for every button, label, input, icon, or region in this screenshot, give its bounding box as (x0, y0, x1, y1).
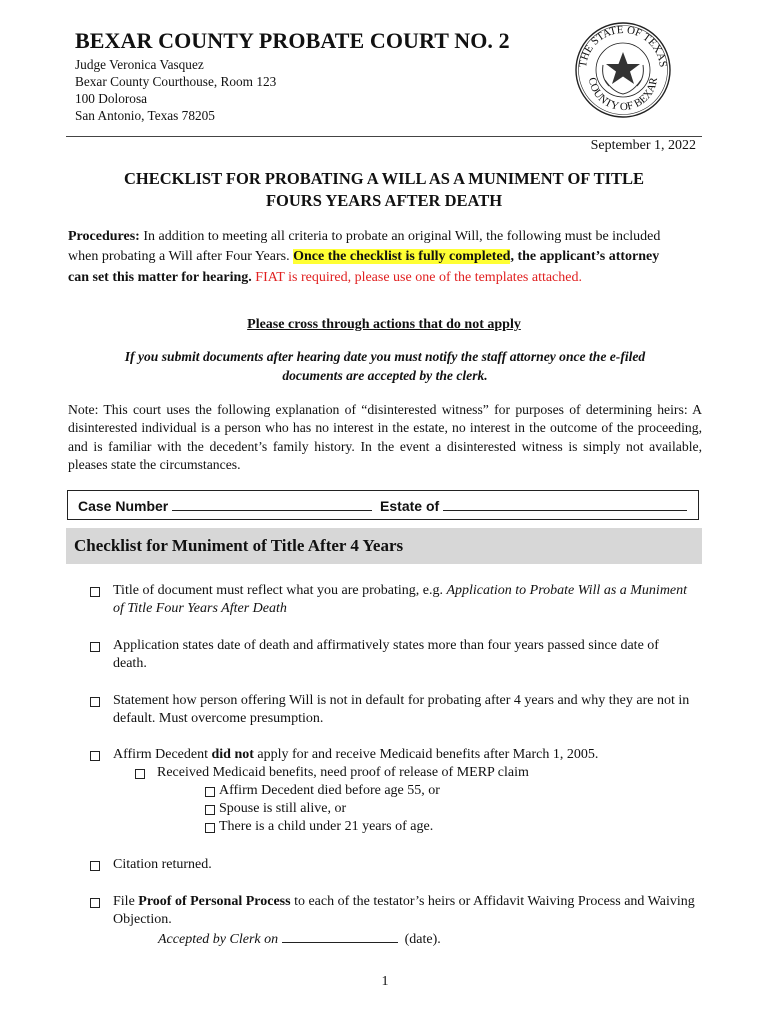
street-line: 100 Dolorosa (75, 91, 148, 106)
case-info-box (67, 490, 699, 520)
disinterested-witness-note: Note: This court uses the following explanation of “disinterested witness” for purposes of determining heirs: A disinterested individual is a person who has no interest in the estate, no interest in the outcome of the proceeding, and is familiar with the decedent’s family history. In the event a disinterested witness is simply not available, pleases state the circumstances. (68, 402, 702, 472)
checkbox-icon[interactable] (90, 697, 100, 707)
checkbox-icon[interactable] (205, 823, 215, 833)
item-title-example: Application to Probate Will as a Muniment of Title Four Years After Death (113, 583, 688, 616)
checkbox-icon[interactable] (90, 751, 100, 761)
checkbox-icon[interactable] (90, 861, 100, 871)
court-name: BEXAR COUNTY PROBATE COURT NO. 2 (75, 28, 510, 53)
item-medicaid-option-3: There is a child under 21 years of age. (219, 819, 434, 834)
judge-name: Judge Veronica Vasquez (75, 57, 204, 72)
item-medicaid-bold: did not (211, 747, 254, 762)
checkbox-icon[interactable] (90, 642, 100, 652)
checklist-heading: Checklist for Muniment of Title After 4 Years (66, 528, 702, 564)
item-medicaid-text-a: Affirm Decedent (113, 747, 212, 762)
page-number: 1 (381, 974, 389, 989)
courthouse-line: Bexar County Courthouse, Room 123 (75, 74, 277, 89)
procedures-text-1: In addition to meeting all criteria to probate an original Will, the following must be included when probating a Will after Four Years. (68, 229, 661, 265)
title-line-1: CHECKLIST FOR PROBATING A WILL AS A MUNIMENT OF TITLE (123, 169, 645, 188)
item-default-statement-text: Statement how person offering Will is not in default for probating after 4 years and why they are not in default. Must overcome presumption. (113, 693, 690, 726)
item-process-text-b: to each of the testator’s heirs or Affidavit Waiving Process and Waiving Objection. (113, 894, 695, 927)
checkbox-icon[interactable] (90, 587, 100, 597)
header-divider (66, 136, 702, 137)
case-number-field[interactable] (172, 497, 372, 511)
procedures-highlight: Once the checklist is fully completed (293, 249, 511, 265)
procedures-label: Procedures: (68, 229, 140, 244)
item-date-of-death-text: Application states date of death and affirmatively states more than four years passed since date of death. (113, 638, 659, 671)
accepted-by-clerk-label: Accepted by Clerk on (158, 932, 279, 947)
accepted-by-clerk-line (158, 931, 578, 949)
item-medicaid-option-1: Affirm Decedent died before age 55, or (219, 783, 440, 798)
item-title-text: Title of document must reflect what you are probating, e.g. (113, 583, 447, 598)
notify-instruction: If you submit documents after hearing date you must notify the staff attorney once the e-filed documents are accepted by the clerk. (124, 349, 646, 383)
procedures-fiat-notice: FIAT is required, please use one of the templates attached. (251, 269, 582, 285)
item-medicaid-sub: Received Medicaid benefits, need proof of release of MERP claim (157, 765, 529, 780)
item-medicaid-option-2: Spouse is still alive, or (219, 801, 347, 816)
checkbox-icon[interactable] (205, 805, 215, 815)
checkbox-icon[interactable] (205, 787, 215, 797)
estate-of-field[interactable] (443, 497, 687, 511)
procedures-paragraph (68, 227, 668, 288)
document-date: September 1, 2022 (590, 138, 696, 153)
item-medicaid-text-b: apply for and receive Medicaid benefits after March 1, 2005. (253, 747, 599, 762)
case-number-label: Case Number (78, 498, 169, 514)
item-process-bold: Proof of Personal Process (138, 894, 291, 909)
cross-through-instruction: Please cross through actions that do not apply (247, 317, 521, 332)
svg-text:COUNTY OF BEXAR (586, 76, 660, 113)
procedures-text-2: , the applicant’s attorney can set this matter for hearing. (68, 249, 660, 285)
title-line-2: FOURS YEARS AFTER DEATH (265, 191, 503, 210)
item-citation-text: Citation returned. (113, 857, 212, 872)
letterhead (75, 23, 701, 136)
county-seal-icon (573, 20, 673, 120)
accepted-date-field[interactable] (282, 931, 398, 943)
seal-bottom-text: COUNTY OF BEXAR (585, 76, 661, 114)
checkbox-icon[interactable] (135, 769, 145, 779)
city-line: San Antonio, Texas 78205 (75, 108, 215, 123)
accepted-date-suffix: (date). (404, 932, 441, 947)
checkbox-icon[interactable] (90, 898, 100, 908)
seal-top-text: THE STATE OF TEXAS (577, 23, 669, 69)
document-title (66, 168, 702, 212)
estate-of-label: Estate of (380, 498, 440, 514)
item-process-text-a: File (113, 894, 139, 909)
